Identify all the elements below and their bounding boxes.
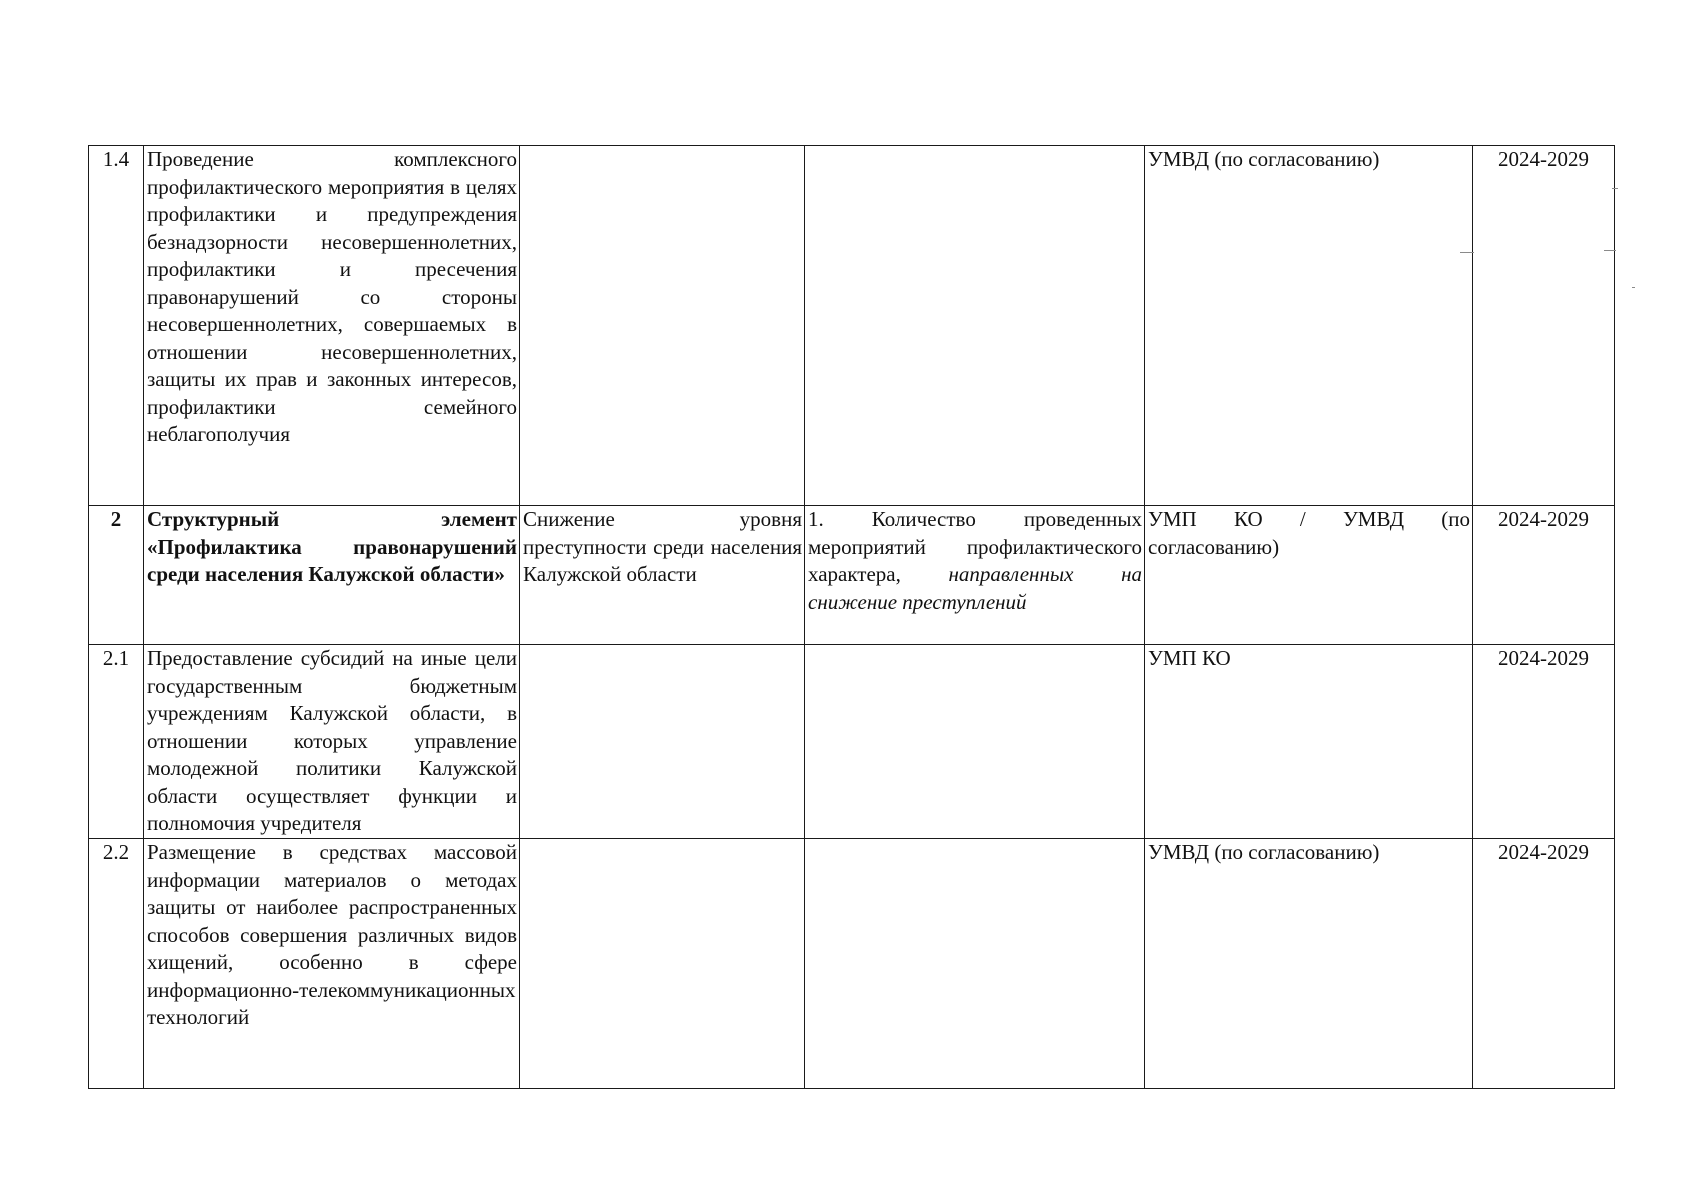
responsible-cell: УМП КО / УМВД (по согласованию)	[1145, 506, 1473, 645]
scan-speck	[1460, 252, 1474, 253]
measures-table	[88, 145, 1615, 1089]
event-description: Размещение в средствах массовой информации материалов о методах защиты от наиболее распространенных способов совершения различных видов хищений, особенно в сфере информационно-телекоммуникационных технологий	[144, 839, 520, 1089]
responsible-cell: УМП КО	[1145, 645, 1473, 839]
indicator-cell	[805, 146, 1145, 506]
indicator-cell	[805, 506, 1145, 645]
indicator-text-italic: направленных на снижение преступлений	[808, 562, 1142, 614]
responsible-cell: УМВД (по согласованию)	[1145, 146, 1473, 506]
scan-speck	[1632, 287, 1635, 288]
event-description: Структурный элемент «Профилактика правонарушений среди населения Калужской области»	[144, 506, 520, 645]
years-cell: 2024-2029	[1473, 146, 1615, 506]
event-description: Предоставление субсидий на иные цели государственным бюджетным учреждениям Калужской области, в отношении которых управление молодежной политики Калужской области осуществляет функции и полномочия учредителя	[144, 645, 520, 839]
row-number: 2.1	[89, 645, 144, 839]
table-row-1-4	[89, 146, 1615, 506]
task-cell	[520, 839, 805, 1089]
task-cell	[520, 645, 805, 839]
row-number: 2	[89, 506, 144, 645]
years-cell: 2024-2029	[1473, 839, 1615, 1089]
event-description: Проведение комплексного профилактического мероприятия в целях профилактики и предупреждения безнадзорности несовершеннолетних, профилактики и пресечения правонарушений со стороны несовершеннолетних, совершаемых в отношении несовершеннолетних, защиты их прав и законных интересов, профилактики семейного неблагополучия	[144, 146, 520, 506]
indicator-cell	[805, 645, 1145, 839]
years-cell: 2024-2029	[1473, 506, 1615, 645]
indicator-text: 1. Количество проведенных мероприятий профилактического характера,	[808, 507, 1142, 586]
task-cell: Снижение уровня преступности среди населения Калужской области	[520, 506, 805, 645]
years-cell: 2024-2029	[1473, 645, 1615, 839]
table-row-2-1	[89, 645, 1615, 839]
indicator-cell	[805, 839, 1145, 1089]
row-number: 1.4	[89, 146, 144, 506]
scan-speck	[1604, 250, 1616, 251]
row-number: 2.2	[89, 839, 144, 1089]
scan-speck	[1612, 188, 1618, 189]
table-row-2	[89, 506, 1615, 645]
table-row-2-2	[89, 839, 1615, 1089]
task-cell	[520, 146, 805, 506]
responsible-cell: УМВД (по согласованию)	[1145, 839, 1473, 1089]
